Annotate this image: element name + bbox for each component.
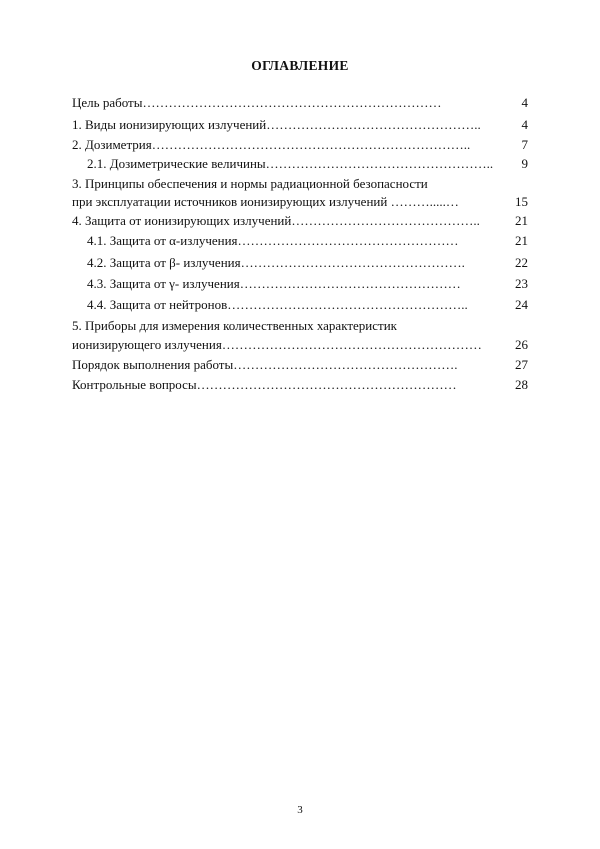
toc-item-label: при эксплуатации источников ионизирующих излучений ……….....… [72, 194, 459, 209]
toc-item-label: 4.2. Защита от β- излучения……………………………………………. [87, 255, 465, 270]
toc-item-label: Порядок выполнения работы……………………………………………. [72, 357, 458, 372]
toc-item-page: 22 [515, 255, 528, 270]
toc-item-label: 4.3. Защита от γ- излучения…………………………………………… [87, 276, 461, 291]
toc-item-page: 15 [515, 194, 528, 209]
toc-item-page: 4 [521, 95, 528, 110]
toc-item-label: 4.4. Защита от нейтронов……………………………………………….. [87, 297, 468, 312]
page-title: ОГЛАВЛЕНИЕ [251, 58, 349, 73]
toc-item-label: Контрольные вопросы…………………………………………………… [72, 377, 457, 392]
toc-item-label: 1. Виды ионизирующих излучений………………………………………….. [72, 117, 481, 132]
toc-item-page: 7 [521, 137, 528, 152]
toc-item-label: ионизирующего излучения…………………………………………………… [72, 337, 482, 352]
toc-item-page: 4 [521, 117, 528, 132]
toc-item-page: 21 [515, 233, 528, 248]
toc-item-page: 9 [521, 156, 528, 171]
toc-item-label: 3. Принципы обеспечения и нормы радиационной безопасности [72, 176, 428, 191]
toc-item-page: 21 [515, 213, 528, 228]
toc-item-label: Цель работы…………………………………………………………… [72, 95, 442, 110]
toc-item-page: 28 [515, 377, 528, 392]
toc-item-label: 5. Приборы для измерения количественных характеристик [72, 318, 397, 333]
toc-item-label: 4. Защита от ионизирующих излучений…………………………………….. [72, 213, 480, 228]
toc-item-label: 2.1. Дозиметрические величины…………………………………………….. [87, 156, 494, 171]
toc-item-page: 27 [515, 357, 528, 372]
toc-item-page: 23 [515, 276, 528, 291]
toc-item-page: 26 [515, 337, 528, 352]
toc-item-label: 2. Дозиметрия……………………………………………………………….. [72, 137, 471, 152]
toc-item-page: 24 [515, 297, 528, 312]
toc-item-label: 4.1. Защита от α-излучения…………………………………………… [87, 233, 459, 248]
page-number: 3 [297, 804, 303, 816]
